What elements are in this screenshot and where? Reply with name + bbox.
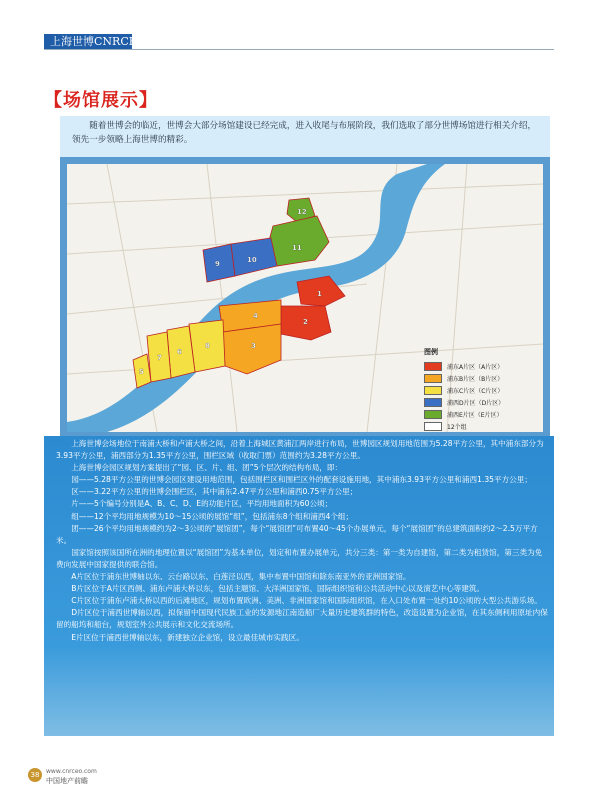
zone-label-5: 5	[139, 368, 144, 376]
body-paragraph: 国家馆按照该国所在洲的地理位置以“展馆团”为基本单位，划定和布置办展单元，共分三类：第一类为自建馆，第二类为租赁馆，第三类为免费向发展中国家提供的联合馆。	[56, 547, 543, 569]
body-paragraph: 组——12个平均用地规模为10～15公顷的展馆“组”，包括浦东8个组和浦西4个组；	[71, 511, 354, 521]
body-paragraph: 区——3.22平方公里的世博会围栏区，其中浦东2.47平方公里和浦西0.75平方公里；	[71, 487, 358, 497]
zone-label-11: 11	[292, 244, 302, 252]
intro-text: 随着世博会的临近，世博会大部分场馆建设已经完成，进入收尾与布展阶段，我们选取了部分世博场馆进行相关介绍，领先一步领略上海世博的精彩。	[72, 121, 537, 145]
legend-count-label: 12个组	[447, 423, 467, 431]
legend-item	[424, 409, 532, 419]
intro-box	[60, 116, 550, 158]
body-paragraph: 园——5.28平方公里的世博会园区建设用地范围，包括围栏区和围栏区外的配套设施用地，其中浦东3.93平方公里和浦西1.35平方公里；	[71, 475, 532, 485]
body-paragraph: C片区位于浦东卢浦大桥以西的后滩地区，规划布置欧洲、美洲、非洲国家馆和国际组织馆，在入口处布置一处约10公顷的大型公共游乐场。	[71, 596, 542, 606]
expo-map	[60, 157, 550, 439]
page-number: 38	[28, 768, 42, 782]
legend-label: 浦东C片区（C片区）	[447, 387, 504, 395]
section-title: 【场馆展示】	[44, 90, 158, 111]
legend-item	[424, 385, 532, 395]
body-paragraph: 片——5个编号分别是A、B、C、D、E的功能片区，平均用地面积为60公顷；	[71, 499, 333, 509]
legend-label: 浦东B片区（B片区）	[447, 375, 504, 383]
zone-label-9: 9	[215, 260, 220, 268]
footer-magazine: 中国地产前瞻	[46, 777, 88, 785]
zone-label-12: 12	[297, 208, 307, 216]
header-divider	[44, 49, 554, 50]
body-paragraph: D片区位于浦西世博轴以西，拟保留中国现代民族工业的发源地江南造船厂大量历史建筑群的特色，改造设置为企业馆，在其东侧利用原址内保留的船坞和船台，规划室外公共展示和文化交流场所。	[56, 608, 548, 630]
legend-label: 浦西D片区（D片区）	[447, 399, 505, 407]
body-paragraph: B片区位于A片区西侧、浦东卢浦大桥以东，包括主题馆、大洋洲国家馆、国际组织馆和公共活动中心以及演艺中心等建筑。	[71, 584, 485, 594]
zone-label-2: 2	[303, 318, 308, 326]
legend-count-swatch	[424, 422, 442, 431]
zone-label-4: 4	[253, 312, 258, 320]
map-legend	[424, 347, 532, 432]
footer-url: www.cnrceo.com	[46, 768, 97, 775]
zone-label-1: 1	[317, 290, 322, 298]
header-tab: 上海世博CNRCEO	[44, 34, 132, 49]
zone-label-3: 3	[251, 342, 256, 350]
map-canvas	[67, 164, 543, 432]
body-text-box	[44, 436, 554, 736]
legend-count-row	[424, 421, 532, 431]
zone-label-7: 7	[157, 354, 162, 362]
body-paragraph: 上海世博会园区规划方案提出了“园、区、片、组、团”5个层次的结构布局，即：	[71, 463, 343, 473]
huangpu-river	[67, 164, 445, 432]
legend-swatch	[424, 386, 442, 395]
zone-label-10: 10	[247, 256, 257, 264]
legend-item	[424, 373, 532, 383]
body-paragraph: 团——26个平均用地规模约为2～3公顷的“展馆团”，每个“展馆团”可布置40～45个办展单元，每个“展馆团”的总建筑面积约2～2.5万平方米。	[56, 523, 538, 545]
body-paragraph: E片区位于浦西世博轴以东，新建独立企业馆，设立最佳城市实践区。	[71, 632, 304, 642]
zone-label-8: 8	[205, 342, 210, 350]
legend-label: 浦西E片区（E片区）	[447, 411, 503, 419]
legend-swatch	[424, 362, 442, 371]
legend-swatch	[424, 410, 442, 419]
legend-title: 图例	[424, 348, 438, 356]
body-paragraph: A片区位于浦东世博轴以东、云台路以东、白莲泾以西，集中布置中国馆和除东南亚外的亚洲国家馆。	[71, 572, 411, 582]
legend-swatch	[424, 398, 442, 407]
zone-label-6: 6	[177, 348, 182, 356]
legend-item	[424, 361, 532, 371]
legend-swatch	[424, 374, 442, 383]
legend-label: 浦东A片区（A片区）	[447, 363, 504, 371]
body-paragraph: 上海世博会场地位于南浦大桥和卢浦大桥之间，沿着上海城区黄浦江两岸进行布局，世博园区规划用地范围为5.28平方公里，其中浦东部分为3.93平方公里，浦西部分为1.35平方公里，围栏区域（收取门票）范围约为3.28平方公里。	[56, 439, 544, 461]
legend-item	[424, 397, 532, 407]
zone-11	[267, 216, 329, 266]
